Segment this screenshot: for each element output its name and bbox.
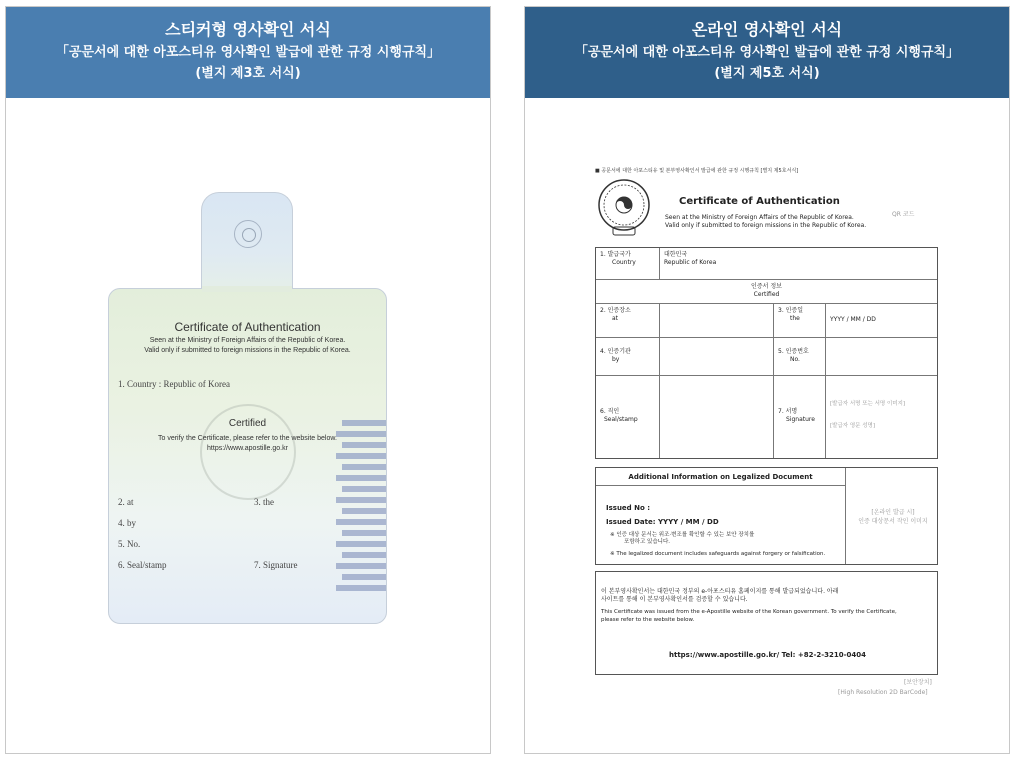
issued-ko-line2: 사이트를 통해 이 본부영사확인서를 검증할 수 있습니다. xyxy=(601,596,748,603)
label-seal-ko: 6. 직인 xyxy=(600,408,620,415)
label-country-en: Country xyxy=(612,259,636,266)
sticker-field-the: 3. the xyxy=(254,497,274,507)
doc-top-note: ■ 공문서에 대한 아포스티유 및 본부영사확인서 발급에 관한 규정 시행규칙 [별지 제5호서식] xyxy=(595,168,799,174)
label-sign-en: Signature xyxy=(786,416,815,423)
sticker-field-seal: 6. Seal/stamp xyxy=(118,560,167,570)
sticker-panel-title: 스티커형 영사확인 서식 xyxy=(165,20,331,39)
note-ko-line1: ※ 인증 대상 문서는 위조·변조를 확인할 수 있는 보안 장치를 xyxy=(610,532,755,538)
online-panel-title: 온라인 영사확인 서식 xyxy=(691,20,843,39)
security-device-label: [보안장치] xyxy=(904,679,932,686)
value-country-ko: 대한민국 xyxy=(664,251,688,258)
sticker-certified: Certified xyxy=(228,418,267,429)
value-seal xyxy=(660,376,774,458)
label-org-en: by xyxy=(612,356,620,363)
qr-code-placeholder: QR 코드 xyxy=(892,211,915,218)
issued-ko-line1: 이 본부영사확인서는 대한민국 정부의 e-아포스티유 홈페이지를 통해 발급되었습니다. 아래 xyxy=(601,588,839,595)
value-country-en: Republic of Korea xyxy=(664,259,717,266)
issued-date: Issued Date: YYYY / MM / DD xyxy=(606,518,719,526)
label-place-ko: 2. 인증장소 xyxy=(600,307,631,314)
doc-title: Certificate of Authentication xyxy=(679,196,840,207)
label-num-en: No. xyxy=(790,356,800,363)
additional-info-box xyxy=(595,467,938,565)
signature-image-placeholder: [발급자 서명 또는 서명 이미지] xyxy=(830,401,906,407)
sticker-panel-form-no: (별지 제3호 서식) xyxy=(195,66,301,81)
sticker-panel-header xyxy=(6,7,490,98)
label-org-ko: 4. 인증기관 xyxy=(600,348,631,355)
signer-name-placeholder: [발급자 영문 성명] xyxy=(830,423,875,429)
sticker-seen-line1: Seen at the Ministry of Foreign Affairs of the Republic of Korea. xyxy=(149,337,346,344)
issued-en-line1: This Certificate was issued from the e-Apostille website of the Korean government. To verify the Certificate, xyxy=(601,609,897,615)
label-sign-ko: 7. 서명 xyxy=(778,408,798,415)
value-number xyxy=(826,338,937,375)
online-panel-subtitle: 「공문서에 대한 아포스티유 영사확인 발급에 관한 규정 시행규칙」 xyxy=(574,45,960,60)
online-issue-note: [온라인 발급 시] xyxy=(871,509,915,516)
row-seal-signature xyxy=(596,376,937,458)
doc-seen-line1: Seen at the Ministry of Foreign Affairs of the Republic of Korea. xyxy=(665,214,854,221)
sticker-field-by: 4. by xyxy=(118,518,136,528)
online-panel-form-no: (별지 제5호 서식) xyxy=(714,66,820,81)
note-ko-line2: 포함하고 있습니다. xyxy=(624,539,671,545)
sticker-panel-subtitle: 「공문서에 대한 아포스티유 영사확인 발급에 관한 규정 시행규칙」 xyxy=(55,45,441,60)
note-en: ※ The legalized document includes safeguards against forgery or falsification. xyxy=(610,551,826,557)
label-date-en: the xyxy=(790,315,800,322)
sticker-field-no: 5. No. xyxy=(118,539,141,549)
doc-image-note: 인증 대상문서 작인 이미지 xyxy=(858,518,928,525)
barcode-label: [High Resolution 2D BarCode] xyxy=(838,689,928,696)
online-panel-header xyxy=(525,7,1009,98)
cert-info-ko: 인증서 정보 xyxy=(751,283,782,290)
verification-url: https://www.apostille.go.kr/ Tel: +82-2-3210-0404 xyxy=(668,651,866,659)
certificate-grid xyxy=(595,247,938,459)
doc-seen-line2: Valid only if submitted to foreign missions in the Republic of Korea. xyxy=(665,222,867,229)
sticker-title: Certificate of Authentication xyxy=(174,320,321,334)
sticker-seen-line2: Valid only if submitted to foreign missions in the Republic of Korea. xyxy=(144,347,351,354)
emblem-icon xyxy=(234,220,262,248)
sticker-url: https://www.apostille.go.kr xyxy=(207,445,288,452)
cert-info-en: Certified xyxy=(753,291,780,298)
emblem-icon xyxy=(595,177,653,239)
authentication-sticker xyxy=(108,192,387,624)
label-date-ko: 3. 인증일 xyxy=(778,307,804,314)
sticker-field-signature: 7. Signature xyxy=(254,560,298,570)
value-date: YYYY / MM / DD xyxy=(830,316,876,323)
issued-en-line2: please refer to the website below. xyxy=(601,617,695,623)
label-num-ko: 5. 인증번호 xyxy=(778,348,809,355)
sticker-verify: To verify the Certificate, please refer to the website below. xyxy=(158,435,337,442)
row-country xyxy=(596,248,937,280)
additional-info-title: Additional Information on Legalized Document xyxy=(596,468,846,486)
issued-info-box xyxy=(595,571,938,675)
row-place-date xyxy=(596,304,937,338)
value-place xyxy=(660,304,774,337)
sticker-country: 1. Country : Republic of Korea xyxy=(118,379,230,389)
label-place-en: at xyxy=(612,315,619,322)
value-org xyxy=(660,338,774,375)
row-cert-info xyxy=(596,280,937,304)
row-org-number xyxy=(596,338,937,376)
issued-no: Issued No : xyxy=(606,504,651,512)
label-seal-en: Seal/stamp xyxy=(604,416,638,423)
label-country-ko: 1. 발급국가 xyxy=(600,251,631,258)
sticker-field-at: 2. at xyxy=(118,497,134,507)
